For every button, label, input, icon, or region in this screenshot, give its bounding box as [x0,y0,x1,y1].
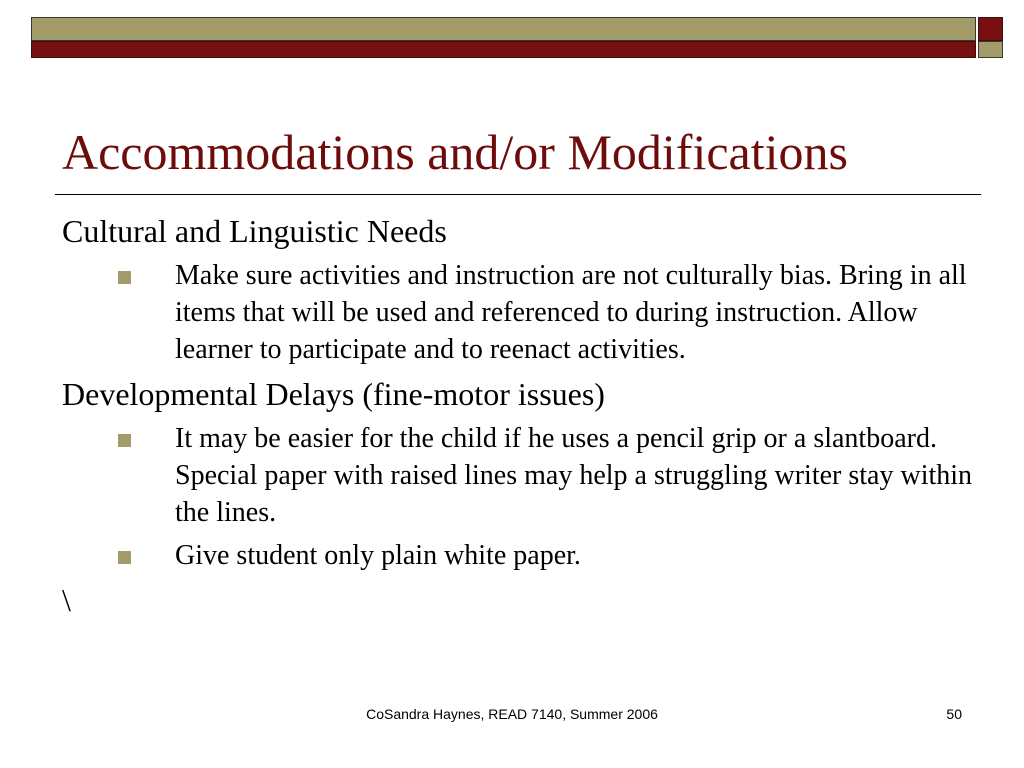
bullet-list-developmental [62,420,982,574]
header-square-maroon [978,17,1003,41]
section-heading-developmental: Developmental Delays (fine-motor issues) [62,376,605,412]
bullet-text: Give student only plain white paper. [175,540,581,571]
trailing-text: \ [62,582,71,618]
slide-body [62,211,982,620]
square-bullet-icon [118,434,131,447]
list-item [62,537,975,574]
slide-title: Accommodations and/or Modifications [62,124,848,180]
header-square-olive [978,41,1003,58]
page-number: 50 [946,706,962,722]
header-bar-olive [31,17,976,41]
bullet-text: Make sure activities and instruction are not culturally bias. Bring in all items that will be used and referenced to during instruction. Allow learner to participate and to reenact activities. [175,260,967,365]
list-item [62,420,975,531]
square-bullet-icon [118,271,131,284]
bullet-text: It may be easier for the child if he uses a pencil grip or a slantboard. Special paper with raised lines may help a struggling writer stay within the lines. [175,423,973,528]
header-bar-maroon [31,41,976,58]
square-bullet-icon [118,551,131,564]
footer-text: CoSandra Haynes, READ 7140, Summer 2006 [366,706,658,722]
bullet-list-cultural [62,257,982,368]
title-divider [55,194,981,195]
list-item [62,257,975,368]
section-heading-cultural: Cultural and Linguistic Needs [62,213,447,249]
